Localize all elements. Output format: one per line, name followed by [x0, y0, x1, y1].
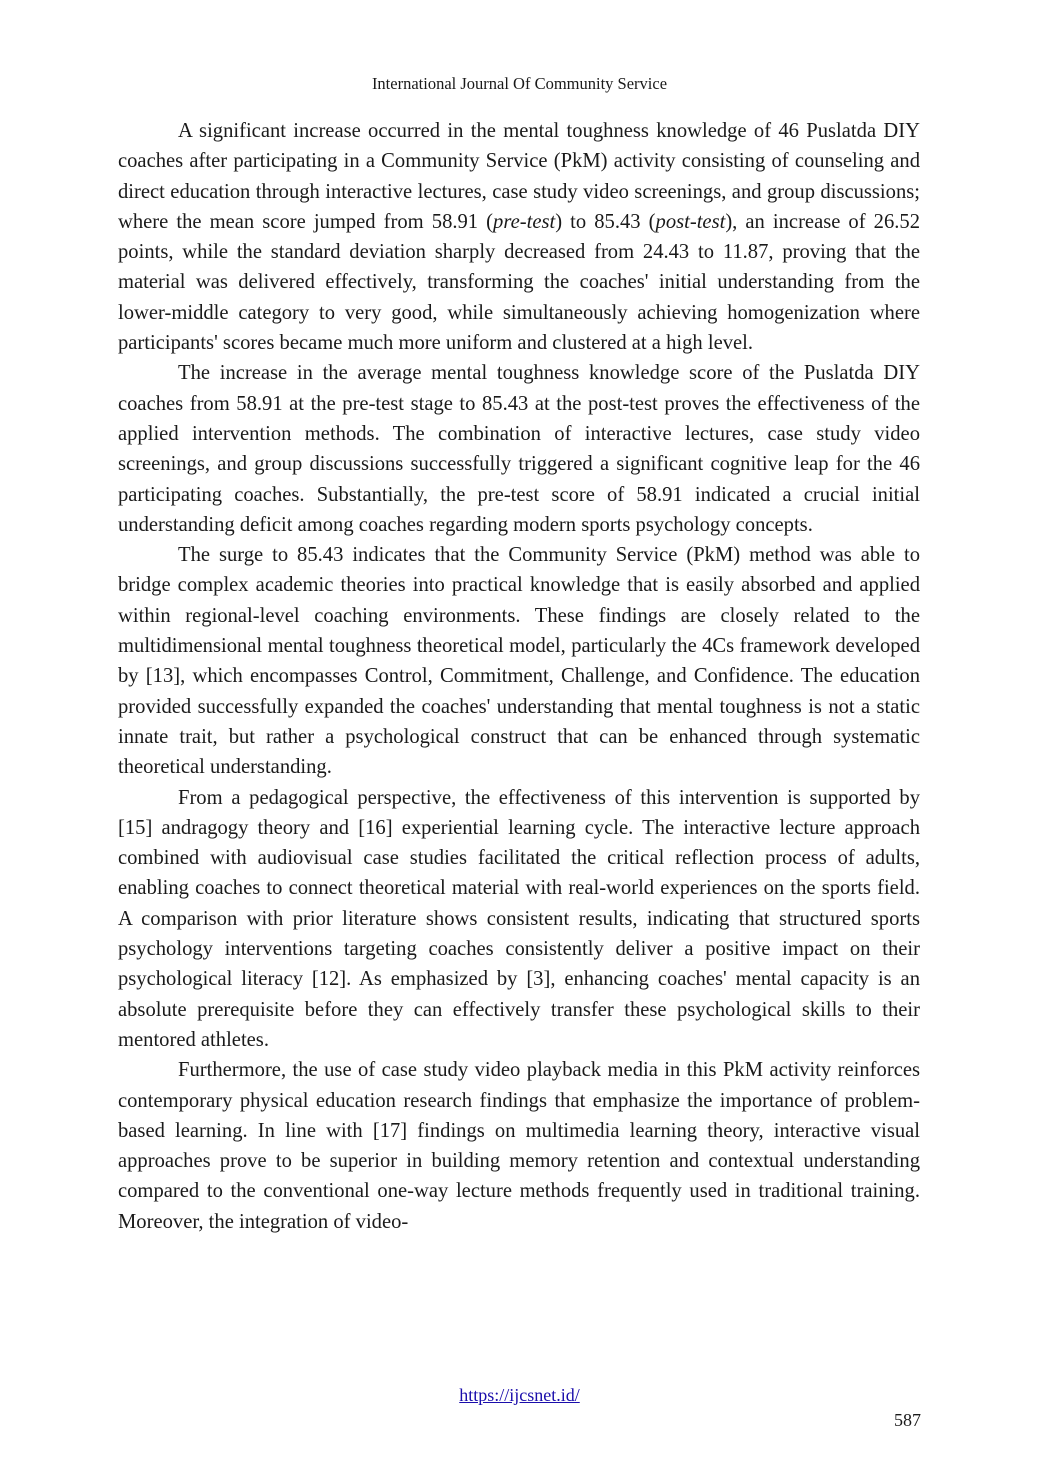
- pre-test-term: pre-test: [493, 210, 556, 233]
- paragraph-4: From a pedagogical perspective, the effectiveness of this intervention is supported by [15] andragogy theory and [16] experiential learning cycle. The interactive lecture approach combined with audiovisual case studies facilitated the critical reflection process of adults, enabling coaches to connect theoretical material with real-world experiences on the sports field. A comparison with prior literature shows consistent results, indicating that structured sports psychology interventions targeting coaches consistently deliver a positive impact on their psychological literacy [12]. As emphasized by [3], enhancing coaches' mental capacity is an absolute prerequisite before they can effectively transfer these psychological skills to their mentored athletes.: [118, 786, 920, 1051]
- paragraph-2: The increase in the average mental toughness knowledge score of the Puslatda DIY coaches from 58.91 at the pre-test stage to 85.43 at the post-test proves the effectiveness of the applied intervention methods. The combination of interactive lectures, case study video screenings, and group discussions successfully triggered a significant cognitive leap for the 46 participating coaches. Substantially, the pre-test score of 58.91 indicated a crucial initial understanding deficit among coaches regarding modern sports psychology concepts.: [118, 362, 920, 536]
- post-test-term: post-test: [655, 210, 726, 233]
- running-header: [0, 74, 1039, 94]
- paragraph-1-part-1: A significant increase occurred in the mental toughness knowledge of 46 Puslatda DIY coaches after participating in a Community Service (PkM) activity consisting of counseling and direct education through interactive lectures, case study video screenings, and group discussions; where the mean score jumped from 58.91 (: [118, 120, 920, 233]
- journal-name: International Journal Of Community Service: [371, 74, 668, 93]
- paragraph-5: Furthermore, the use of case study video playback media in this PkM activity reinforces contemporary physical education research findings that emphasize the importance of problem-based learning. In line with [17] findings on multimedia learning theory, interactive visual approaches prove to be superior in building memory retention and contextual understanding compared to the conventional one-way lecture methods frequently used in traditional training. Moreover, the integration of video-: [118, 1059, 920, 1233]
- paragraph-1-part-3: ) to 85.43 (: [555, 210, 656, 233]
- paragraph-3: The surge to 85.43 indicates that the Community Service (PkM) method was able to bridge complex academic theories into practical knowledge that is easily absorbed and applied within regional-level coaching environments. These findings are closely related to the multidimensional mental toughness theoretical model, particularly the 4Cs framework developed by [13], which encompasses Control, Commitment, Challenge, and Confidence. The education provided successfully expanded the coaches' understanding that mental toughness is not a static innate trait, but rather a psychological construct that can be enhanced through systematic theoretical understanding.: [118, 544, 920, 779]
- paragraph-1-part-5: ), an increase of 26.52 points, while the standard deviation sharply decreased from 24.43 to 11.87, proving that the material was delivered effectively, transforming the coaches' initial understanding from the lower-middle category to very good, while simultaneously achieving homogenization where participants' scores became much more uniform and clustered at a high level.: [118, 210, 921, 355]
- paragraph-1: [118, 116, 920, 358]
- body-text: [118, 116, 920, 1237]
- page-number: 587: [894, 1410, 921, 1430]
- journal-url-link[interactable]: https://ijcsnet.id/: [459, 1385, 580, 1405]
- footer-link-container: [0, 1384, 1039, 1406]
